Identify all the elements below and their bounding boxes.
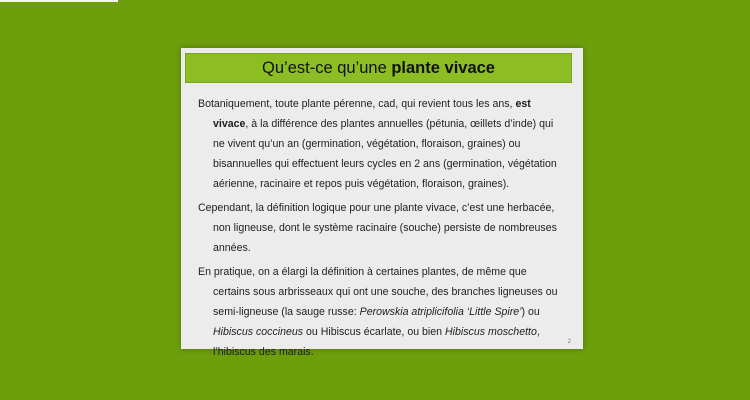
text-line: non ligneuse, dont le système racinaire (souche) persiste de nombreuses [213,222,557,234]
text-line: aérienne, racinaire et repos puis végétation, floraison, graines). [213,178,510,190]
text-line: ou Hibiscus écarlate, ou bien [303,326,446,338]
slide-title-text: Qu’est-ce qu’une [262,59,392,77]
text-line: , [536,326,540,338]
text-line: , à la différence des plantes annuelles (pétunia, œillets d’inde) qui [245,118,554,130]
paragraph-definition [198,198,576,258]
text-line: bisannuelles qui effectuent leurs cycles en 2 ans (germination, végétation [213,158,557,170]
slide-title-bold: plante vivace [391,59,495,77]
presentation-slide [181,48,583,358]
paragraph-botanical [198,94,576,194]
text-line: ne vivent qu’un an (germination, végétation, floraison, graines) ou [213,138,521,150]
italic-text: Perowskia atriplicifolia ‘Little Spire’ [359,306,522,318]
text-line: l’hibiscus des marais. [213,346,314,358]
text-line: semi-ligneuse (la sauge russe: [213,306,360,318]
text-line: années. [213,242,251,254]
paragraph-practice [198,262,576,362]
bold-text: vivace [213,118,246,130]
slide-title [185,53,572,83]
text-line: Cependant, la définition logique pour une plante vivace, c’est une herbacée, [198,202,555,214]
slide-body [198,94,576,366]
italic-text: Hibiscus coccineus [213,326,304,338]
italic-text: Hibiscus moschetto [445,326,537,338]
text-line: certains sous arbrisseaux qui ont une souche, des branches ligneuses ou [213,286,558,298]
page-number: 2 [567,339,571,345]
text-line: ) ou [521,306,540,318]
text-line: En pratique, on a élargi la définition à certaines plantes, de même que [198,266,527,278]
top-edge-strip [0,0,118,2]
bold-text: est [515,98,531,110]
text-line: Botaniquement, toute plante pérenne, cad, qui revient tous les ans, [198,98,516,110]
